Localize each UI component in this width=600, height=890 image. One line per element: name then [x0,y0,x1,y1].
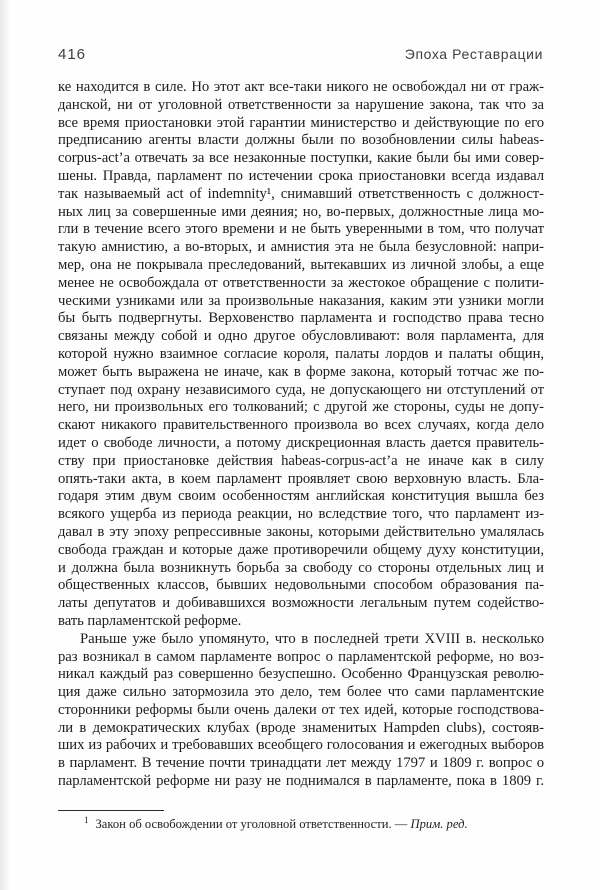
text-line: ли в демократических клубах (вроде знаменитых Hampden clubs), состояв- [58,719,544,736]
text-line: скают никакого правительственного произвола во всех случаях, когда дело [58,417,544,434]
text-line: годаря этим двум своим особенностям английская конституция вышла без [58,488,544,505]
text-line: шены. Правда, парламент по истечении срока приостановки всегда издавал [58,167,544,184]
text-line: такую амнистию, а во-вторых, и амнистия эта не была безусловной: напри- [58,239,544,256]
text-line: предписанию агенты власти должны были по возобновлении силы habeas- [58,132,544,149]
text-line: в парламент. В течение почти тринадцати лет между 1797 и 1809 г. вопрос о [58,755,544,772]
text-line: может быть выражена не иначе, как в форме закона, который тотчас же по- [58,363,544,380]
footnote-marker: 1 [84,814,89,825]
text-line: него, ни произвольных его толкований; с другой же стороны, суды не допу- [58,399,544,416]
text-line: и должна была возникнуть борьба за свободу со стороны отдельных лиц и [58,559,544,576]
text-line: ных лиц за совершенные ими деяния; но, во-первых, должностные лица мо- [58,203,544,220]
text-line: Раньше уже было упомянуто, что в последней трети XVIII в. несколько [80,630,544,647]
text-line: общественных классов, бывших недовольными способом образования па- [58,577,544,594]
footnote-text: Закон об освобождении от уголовной ответственности. — [95,817,411,831]
text-line: данской, ни от уголовной ответственности за нарушение закона, так что за [58,96,544,113]
text-line: никал каждый раз совершенно безуспешно. Особенно Французская револю- [58,666,544,683]
text-line: все время приостановки этой гарантии министерство и действующие по его [58,114,544,131]
running-title: Эпоха Реставрации [404,46,543,62]
text-line: менее не освобождала от ответственности за жестокое обращение с полити- [58,274,544,291]
text-line: ке находится в силе. Но этот акт все-таки никого не освобождал ни от граж- [58,79,544,95]
text-line: ступает под охрану независимого суда, не допускающего ни отступлений от [58,381,544,398]
text-line: всякого ущерба из периода реакции, но вследствие того, что парламент из- [58,506,544,523]
text-line: вать парламентской реформе. [58,612,242,629]
text-line: парламентской реформе ни разу не поднимался в парламенте, пока в 1809 г. [58,773,544,790]
page-number: 416 [58,46,87,63]
text-line: раз возникал в самом парламенте вопрос о парламентской реформе, но воз- [58,648,544,665]
page-header [58,46,543,63]
text-line: ческими узниками или за произвольные наказания, каким эти узники могли [58,292,544,309]
scan-edge-shadow [0,0,10,890]
text-line: давал в эту эпоху репрессивные законы, которыми действительно умалялась [58,523,544,540]
text-line: опять-таки акта, в коем парламент проявляет свою верховную власть. Бла- [58,470,544,487]
text-line: бы быть подвергнуты. Верховенство парламента и господство права тесно [58,310,544,327]
text-line: сторонники реформы были очень далеки от тех идей, которые господствова- [58,701,544,718]
footnote-divider [58,810,164,811]
text-line: мер, она не покрывала преследований, вытекавших из личной злобы, а еще [58,256,544,273]
text-line: гли в течение всего этого времени и не быть уверенными в том, что получат [58,221,544,238]
text-line: так называемый act of indemnity¹, снимавший ответственность с должност- [58,185,544,202]
text-line: связаны между собой и одно другое обусловливают: воля парламента, для [58,328,544,345]
footnote-editor-note: Прим. ред. [410,817,468,831]
text-line: corpus-act’а отвечать за все незаконные поступки, какие были бы ими совер- [58,150,544,167]
text-line: идет о свободе личности, а потому дискреционная власть дается правитель- [58,434,544,451]
body-text [58,79,544,791]
text-line: ству при приостановке действия habeas-corpus-act’а не иначе как в силу [58,452,544,469]
text-line: ших из рабочих и требовавших всеобщего голосования и ежегодных выборов [58,737,544,754]
text-line: ция даже сильно затормозила это дело, тем более что сами парламентские [58,684,544,701]
text-line: свобода граждан и которые даже противоречили общему духу конституции, [58,541,544,558]
text-line: латы депутатов и добивавшихся возможности легальным путем содейство- [58,595,544,612]
footnote [58,816,544,832]
text-line: которой нужно взаимное согласие короля, палаты лордов и палаты общин, [58,345,544,362]
